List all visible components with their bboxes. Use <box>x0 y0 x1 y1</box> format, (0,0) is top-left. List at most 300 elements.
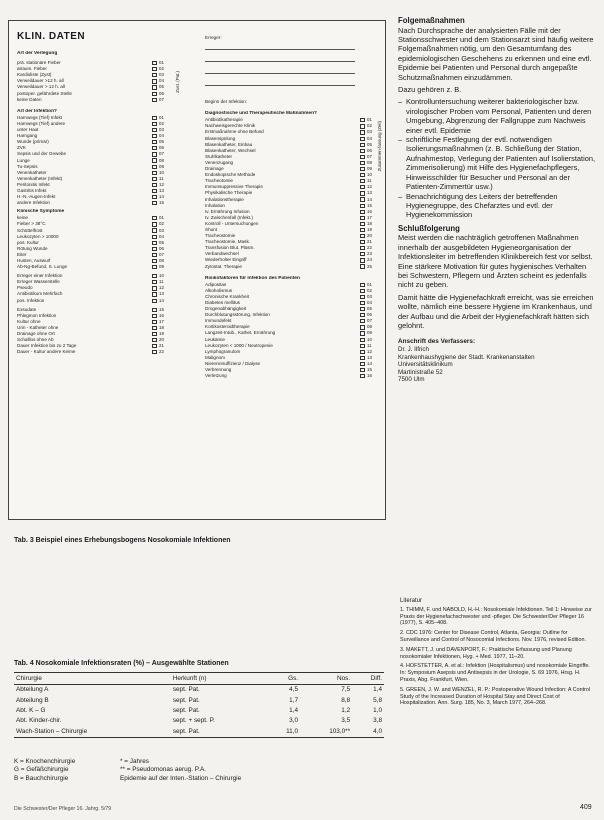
form-row-number: 03 <box>367 129 372 135</box>
form-row-label: Leukozyten > 10000 <box>17 233 59 239</box>
form-row-label: Harnwegs (Tief) andere <box>17 120 66 126</box>
form-row-label: Langzeit-Intub., Kathet. Ernährung <box>205 330 276 336</box>
bullet-item: – schriftliche Festlegung der evtl. notwendigen Isolierungsmaßnahmen (z. B. Schließung der Station, Aufnahmestop, Verlegung der Patienten auf Isolierstation, Zimmerisolierung) mit Hilfe des Hygienefachpflegers, Hinweisschilder für Besucher und Personal an der Patienten-Zimmertür usw.) <box>406 135 598 191</box>
form-row-label: Iv. Zwischenfall (Infekt.) <box>205 214 253 220</box>
form-checkbox[interactable] <box>360 264 365 268</box>
page-number: 409 <box>580 804 592 811</box>
form-row-label: Transfusion Blut, Plasm. <box>205 245 255 251</box>
diag-header: Diagnostische und Therapeutische Maßnahmen? <box>205 111 317 117</box>
form-left-column <box>17 51 167 355</box>
symptoms-list-3 <box>17 307 167 356</box>
form-row-number: 14 <box>159 194 164 200</box>
form-row-number: 03 <box>159 72 164 78</box>
form-row-label: Blasenkatheter, Einbau <box>205 141 253 147</box>
form-checkbox[interactable] <box>360 246 365 250</box>
form-row-number: 05 <box>159 239 164 245</box>
form-row-label: Pseudo <box>17 285 33 291</box>
form-row-number: 22 <box>159 349 164 355</box>
form-checkbox[interactable] <box>360 252 365 256</box>
literature-list <box>400 598 596 710</box>
form-row-label: Harngang <box>17 133 38 139</box>
table-caption: Tab. 4 Nosokomiale Infektionsraten (%) – Ausgewählte Stationen <box>14 660 229 667</box>
form-row-label: ZVK <box>17 145 26 151</box>
form-row-number: 16 <box>367 373 372 379</box>
table-cell: 4,5 <box>289 686 299 694</box>
form-row-number: 19 <box>159 331 164 337</box>
form-checkbox[interactable] <box>152 280 157 284</box>
form-checkbox[interactable] <box>360 301 365 305</box>
form-checkbox[interactable] <box>152 292 157 296</box>
form-row-number: 05 <box>367 306 372 312</box>
form-row-label: Diabetes mellitus <box>205 300 240 305</box>
form-checkbox[interactable] <box>360 228 365 232</box>
form-row-label: Leukämie <box>205 336 225 342</box>
form-row-number: 20 <box>367 233 372 239</box>
form-row-label: Drainage <box>205 166 224 172</box>
form-row-label: Kultur ohne <box>17 318 41 324</box>
form-checkbox[interactable] <box>152 308 157 312</box>
form-row-number: 21 <box>159 343 164 349</box>
form-row-label: prä. stationäre Fieber <box>17 60 61 66</box>
table-cell: sept. Pat. <box>172 706 200 714</box>
author-line: Martinistraße 52 <box>398 368 443 376</box>
form-row-number: 02 <box>367 287 372 293</box>
table-row <box>14 695 384 705</box>
form-row-label: Schüttelfrost <box>17 227 43 233</box>
form-checkbox[interactable] <box>152 128 157 132</box>
form-checkbox[interactable] <box>360 191 365 195</box>
legend-line: K = Knochenchirurgie <box>14 758 76 765</box>
form-row-number: 14 <box>367 360 372 366</box>
form-row-number: 23 <box>367 251 372 257</box>
form-row-label: keine Daten <box>17 96 42 102</box>
form-row-label: Tu-Sepsis <box>17 163 38 169</box>
heading-followup: Folgemaßnahmen <box>398 16 465 25</box>
form-checkbox[interactable] <box>360 313 365 317</box>
form-checkbox[interactable] <box>360 307 365 311</box>
form-row-label: Nachweisgerechte Klinik <box>205 123 256 129</box>
form-checkbox[interactable] <box>360 368 365 372</box>
legend-line: G = Gefäßchirurgie <box>14 766 69 774</box>
form-row-label: Antibiotikum Mehrfach <box>17 291 63 297</box>
infection-rates-table <box>14 672 384 738</box>
beginn-label: Beginn der Infektion: <box>205 99 248 105</box>
form-row-label: Gastritis Infekt <box>17 187 47 193</box>
form-checkbox[interactable] <box>360 197 365 201</box>
form-checkbox[interactable] <box>152 158 157 162</box>
form-checkbox[interactable] <box>152 314 157 318</box>
form-checkbox[interactable] <box>152 116 157 120</box>
infection-header: Art der Infektion? <box>17 108 57 114</box>
form-row-number: 02 <box>159 66 164 72</box>
form-row-label: Inhalationstherapie <box>205 196 244 202</box>
table-cell: Abt. K – G <box>16 706 46 714</box>
form-row-number: 05 <box>159 139 164 145</box>
form-row-number: 06 <box>159 145 164 151</box>
form-row-number: 01 <box>367 117 372 123</box>
table-row <box>14 685 384 696</box>
form-checkbox[interactable] <box>360 173 365 177</box>
form-row-number: 08 <box>159 258 164 263</box>
legend-line: B = Bauchchirurgie <box>14 774 69 782</box>
table-cell: 11,0 <box>267 727 300 738</box>
form-checkbox[interactable] <box>360 362 365 366</box>
form-row-number: 09 <box>367 330 372 336</box>
form-checkbox[interactable] <box>152 73 157 77</box>
form-row-number: 04 <box>367 135 372 141</box>
legend-line: * = Jahres <box>120 758 149 765</box>
form-checkbox[interactable] <box>152 152 157 156</box>
form-row-label: Exsudate <box>17 306 37 312</box>
form-row-label: Drogenabhängigkeit <box>205 306 247 312</box>
form-checkbox[interactable] <box>152 259 157 263</box>
form-checkbox[interactable] <box>152 338 157 342</box>
form-checkbox[interactable] <box>152 140 157 144</box>
form-checkbox[interactable] <box>360 283 365 287</box>
table-legend-right <box>120 758 241 783</box>
form-checkbox[interactable] <box>360 130 365 134</box>
heading-conclusion: Schlußfolgerung <box>398 223 460 233</box>
form-checkbox[interactable] <box>152 253 157 257</box>
form-row-number: 04 <box>159 78 164 84</box>
form-checkbox[interactable] <box>360 258 365 262</box>
form-row-label: Stuhlkatheter <box>205 153 233 159</box>
form-row <box>17 264 167 270</box>
form-row-label: Tracheostomie, Mask. <box>205 239 251 245</box>
form-row-label: Ab-Ng-Befund, S. Lunge <box>17 264 68 270</box>
form-checkbox[interactable] <box>360 338 365 342</box>
form-row-label: pos. Kultur <box>17 239 39 245</box>
form-row-number: 02 <box>367 123 372 129</box>
form-checkbox[interactable] <box>152 350 157 354</box>
paragraph-followup: Nach Durchsprache der analysierten Fälle mit der Stationsschwester und dem Stationsarzt sind häufig weitere Folgemaßnahmen nötig, um den Gesamtumfang des epidemiologischen Geschehens zu erkennen und eine evtl. Epidemie bei Patienten und Personal durch angepaßte Schutzmaßnahmen einzudämmen. <box>398 25 594 82</box>
form-row-number: 04 <box>367 300 372 305</box>
paragraph-conclusion: Meist werden die nachträglich getroffenen Maßnahmen innerhalb der ausgebildeten Hygieneorganisation der Infektionsleiter im betreffenden Klinikbereich fest vor selbst. Eine stärkere Motivation für gutes hygienisches Verhalten bei Schwestern, Pflegern und Ärzten scheint es jedenfalls nicht zu geben. <box>398 233 593 290</box>
form-checkbox[interactable] <box>152 201 157 205</box>
form-checkbox[interactable] <box>152 189 157 193</box>
literature-item: 5. GREEN, J. W. and WENZEL, R. P.: Postoperative Wound Infection: A Control Study of the Increased Duration of Hospital Stay and Direct Cost of Hospitalization. Ann. Surg. 185, No. 3, March 1977, 264–268. <box>400 686 591 707</box>
form-checkbox[interactable] <box>152 216 157 220</box>
form-row-label: Venenkatheter <box>17 169 47 175</box>
form-checkbox[interactable] <box>360 356 365 360</box>
form-row-label: Drainage ohne Ort <box>17 331 55 337</box>
form-row-label: postoper. gefährdete Stelle <box>17 90 72 96</box>
form-row-number: 07 <box>159 151 164 157</box>
form-row-number: 08 <box>367 159 372 165</box>
form-row-number: 18 <box>367 220 372 226</box>
form-row-label: Erreger Wasserstelle <box>17 279 60 285</box>
form-checkbox[interactable] <box>152 235 157 239</box>
form-row-label: Erstmaßnahme ohne Befund <box>205 129 264 135</box>
form-checkbox[interactable] <box>152 326 157 330</box>
form-checkbox[interactable] <box>360 143 365 147</box>
form-checkbox[interactable] <box>360 137 365 141</box>
form-row-number: 02 <box>159 221 164 227</box>
erreger-label: Erreger: <box>205 35 222 40</box>
form-checkbox[interactable] <box>360 155 365 159</box>
risk-header: Risikofaktoren für Infektion des Patienten <box>205 275 300 281</box>
author-title: Anschrift des Verfassers: <box>398 338 476 346</box>
form-row-number: 08 <box>367 324 372 330</box>
erreger-lines <box>205 41 375 99</box>
form-row-number: 12 <box>367 348 372 354</box>
form-checkbox[interactable] <box>152 320 157 324</box>
form-checkbox[interactable] <box>152 165 157 169</box>
form-row-label: Shunt <box>205 226 218 232</box>
form-row-label: Durchblutungsstörung, Infektion <box>205 312 270 318</box>
diag-list <box>205 117 375 269</box>
form-row-label: Niereninsuffizienz / Dialyse <box>205 360 261 366</box>
bullet-item: – Kontrolluntersuchung weiterer bakteriologischer bzw. virologischer Proben vom Personal, Patienten und deren Umgebung, Abgrenzung der Fallgruppe zum Nachweis einer evtl. Epidemie <box>406 97 598 135</box>
form-checkbox[interactable] <box>360 350 365 354</box>
form-row <box>205 373 375 379</box>
form-checkbox[interactable] <box>360 118 365 122</box>
bullet-item: – Benachrichtigung des Leiters der betreffenden Hygienegruppe, des Chefarztes und evtl. der Hygienekommission <box>406 192 598 220</box>
form-row-label: Urin - Katheter ohne <box>17 324 59 330</box>
form-row-number: 17 <box>367 214 372 220</box>
form-checkbox[interactable] <box>360 185 365 189</box>
form-row-number: 03 <box>367 293 372 299</box>
form-checkbox[interactable] <box>360 325 365 329</box>
literature-item: 2. CDC 1976: Center for Disease Control, Atlanta, Georgia: Outline for Surveillance and Control of Nosocomial Infections. Nov. 1976, revised Edition. <box>400 630 586 643</box>
form-checkbox[interactable] <box>360 216 365 220</box>
table-cell: 3,8 <box>373 717 382 725</box>
table-cell: 5,8 <box>373 696 382 704</box>
form-row-label: atraum. Fieber <box>17 66 47 72</box>
form-checkbox[interactable] <box>360 319 365 323</box>
column-header: Gs. <box>267 673 300 685</box>
form-checkbox[interactable] <box>152 122 157 126</box>
form-checkbox[interactable] <box>152 85 157 89</box>
form-row-label: Verweildauer > 12 h. all <box>17 84 65 90</box>
form-row-number: 09 <box>159 163 164 169</box>
form-row-number: 07 <box>367 153 372 159</box>
risk-vertical-label: Zusammen-fassung (Zeit) <box>377 121 382 172</box>
table-cell: 1,0 <box>373 706 382 714</box>
form-row-label: Malignom <box>205 354 225 360</box>
form-row-number: 11 <box>367 342 372 348</box>
form-row-label: H.-N.-Augen-Infekt <box>17 194 56 200</box>
form-row-number: 13 <box>159 187 164 193</box>
form-row-number: 15 <box>159 306 164 312</box>
form-checkbox[interactable] <box>152 61 157 65</box>
form-row-label: Zytostat. Therapie <box>205 263 242 269</box>
table-row <box>14 727 384 738</box>
literature-item: 4. HOFSTETTER, A. et al.: Infektion (Hospitalismus) und nosokomiale Eingriffe. In: Symposium Asepsis und Antisepsis in der Urologie, S. 69 1976, Hrsg. H. Praxis, Abg. Frankfurt, Wien. <box>400 663 590 683</box>
form-row-label: Venenzugang <box>205 159 234 165</box>
form-row-number: 06 <box>159 245 164 251</box>
form-row-label: Verweildauer >12 h. all <box>17 78 64 84</box>
table-cell: 3,5 <box>341 717 351 725</box>
form-row-label: Immundefekt <box>205 318 232 324</box>
form-row-label: Venenkatheter (Infekt) <box>17 175 63 181</box>
legend-line: ** = Pseudomonas aerug. P.A. <box>120 766 207 774</box>
form-row-number: 07 <box>159 96 164 102</box>
table-cell: Abteilung A <box>16 686 49 694</box>
form-checkbox[interactable] <box>152 228 157 232</box>
form-row-number: 10 <box>159 169 164 175</box>
form-checkbox[interactable] <box>360 289 365 293</box>
form-checkbox[interactable] <box>152 67 157 71</box>
form-row-label: Rötung Wunde <box>17 245 48 251</box>
table-legend-left <box>14 758 75 783</box>
form-checkbox[interactable] <box>152 247 157 251</box>
form-row-number: 13 <box>159 291 164 297</box>
column-header: Diff. <box>352 673 384 685</box>
form-row-label: Verbandwechsel <box>205 251 239 257</box>
author-line: Dr. J. Ilfrich <box>398 345 429 353</box>
form-checkbox[interactable] <box>360 161 365 165</box>
table-body <box>14 685 384 738</box>
form-checkbox[interactable] <box>360 344 365 348</box>
form-row-number: 03 <box>159 127 164 133</box>
form-checkbox[interactable] <box>152 222 157 226</box>
form-row-label: Harnwegs (Tief) Infekt <box>17 114 63 120</box>
table-cell: 1,4 <box>373 686 382 694</box>
form-row-label: Antibiotikatherapie <box>205 117 243 123</box>
form-row-label: Tracheostomie <box>205 233 236 239</box>
symptoms-list-2 <box>17 273 167 303</box>
form-checkbox[interactable] <box>152 146 157 150</box>
form-row-number: 10 <box>367 336 372 342</box>
form-row-label: Kardioliste (Zyst) <box>17 72 52 78</box>
form-checkbox[interactable] <box>152 241 157 245</box>
form-row-number: 08 <box>159 157 164 163</box>
form-row <box>17 200 167 206</box>
author-line: 7500 Ulm <box>398 376 425 384</box>
table-cell: 1,4 <box>289 706 299 714</box>
form-checkbox[interactable] <box>152 134 157 138</box>
form-checkbox[interactable] <box>152 92 157 96</box>
form-checkbox[interactable] <box>360 179 365 183</box>
form-row-number: 25 <box>367 263 372 269</box>
form-checkbox[interactable] <box>152 344 157 348</box>
form-checkbox[interactable] <box>360 149 365 153</box>
table-row <box>14 716 384 726</box>
form-row-label: Wiederholter Eingriff <box>205 257 247 263</box>
form-row-number: 19 <box>367 226 372 232</box>
form-row-label: unter Haut <box>17 127 39 133</box>
form-checkbox[interactable] <box>360 234 365 238</box>
form-row-label: keine <box>17 215 28 221</box>
form-row-number: 06 <box>367 147 372 153</box>
form-row-label: Dauer Infektion bis zu 2 Tage <box>17 343 77 349</box>
form-checkbox[interactable] <box>152 177 157 181</box>
author-address <box>398 338 598 384</box>
form-checkbox[interactable] <box>360 374 365 378</box>
form-checkbox[interactable] <box>152 98 157 102</box>
table-cell: sept. Pat. <box>171 727 267 738</box>
arrival-list <box>17 60 167 103</box>
form-checkbox[interactable] <box>360 167 365 171</box>
form-checkbox[interactable] <box>152 265 157 269</box>
form-title: KLIN. DATEN <box>17 31 86 42</box>
form-row-label: Verletzung <box>205 373 227 379</box>
form-row-number: 11 <box>159 175 164 181</box>
form-row-number: 01 <box>159 215 164 221</box>
form-row-label: Tracheotomie <box>205 178 233 184</box>
survey-form <box>8 20 386 520</box>
form-row-number: 15 <box>367 367 372 373</box>
arrival-label: Art der Verlegung <box>17 51 58 56</box>
form-row-label: Eiter <box>17 251 27 257</box>
form-checkbox[interactable] <box>360 331 365 335</box>
form-row-label: Endoskopische Methode <box>205 172 256 178</box>
table-cell: Wach-Station – Chirurgie <box>14 727 171 738</box>
form-row-number: 14 <box>159 297 164 303</box>
table-cell: 103,0** <box>300 727 352 738</box>
form-row-number: 04 <box>159 233 164 239</box>
form-checkbox[interactable] <box>152 79 157 83</box>
table-cell: 1,7 <box>289 696 299 704</box>
form-checkbox[interactable] <box>360 204 365 208</box>
form-row-label: Erreger einer Infektion <box>17 273 63 279</box>
table-cell: 3,0 <box>289 717 299 725</box>
legend-line: Epidemie auf der Inten.-Station – Chirurgie <box>120 774 242 782</box>
symptoms-header: Klinische Symptome <box>17 209 65 215</box>
form-row <box>205 264 375 270</box>
form-row-label: Phlegmon Infektion <box>17 312 57 318</box>
literature-item: 1. THIMM, F. und NABOLD, H.-H.: Nosokomiale Infektionen. Teil 1: Hinweise zur Praxis der Hygienefachschwester und -pfleger. Die Schwester/Der Pfleger 16 (1977), S. 405–408. <box>400 606 592 627</box>
form-row-label: Adipositas <box>205 281 227 287</box>
form-checkbox[interactable] <box>152 195 157 199</box>
form-row-label: pos. Infektion <box>17 297 45 303</box>
form-checkbox[interactable] <box>152 171 157 175</box>
form-checkbox[interactable] <box>152 183 157 187</box>
form-row-label: Lunge <box>17 157 30 163</box>
form-row-number: 14 <box>367 196 372 202</box>
form-row-number: 11 <box>159 279 164 285</box>
form-row-label: Kontroll - Untersuchungen <box>205 220 259 226</box>
form-row-label: Blasenkatheter, Wechsel <box>205 147 256 153</box>
form-row-label: Iv. Ernährung Infusion <box>205 208 250 214</box>
form-row-number: 01 <box>367 281 372 287</box>
form-row <box>17 349 167 355</box>
form-checkbox[interactable] <box>152 274 157 278</box>
form-checkbox[interactable] <box>152 286 157 290</box>
form-checkbox[interactable] <box>360 124 365 128</box>
column-header: Nos. <box>300 673 352 685</box>
form-row-number: 15 <box>159 200 164 206</box>
literature-item: 3. MAKETT, J. und DAVENPORT, F.: Praktische Erfassung und Planung nosokomialer Infektionen, Hyg. + Med. 1977, 11–20. <box>400 646 572 660</box>
form-row-label: Physikalische Therapie <box>205 190 253 196</box>
table-cell: sept. Pat. <box>172 686 200 694</box>
form-row-number: 12 <box>367 184 372 190</box>
form-row-label: Husten, Auswurf <box>17 258 51 263</box>
table-cell: 7,5 <box>341 686 351 694</box>
form-row-number: 06 <box>367 312 372 318</box>
form-row-number: 05 <box>159 84 164 90</box>
form-row-number: 17 <box>159 318 164 324</box>
form-row-number: 16 <box>159 312 164 318</box>
form-checkbox[interactable] <box>152 332 157 336</box>
form-checkbox[interactable] <box>360 210 365 214</box>
form-row-label: Fieber > 38°C <box>17 221 46 227</box>
form-checkbox[interactable] <box>360 295 365 299</box>
table-header-row <box>14 673 384 685</box>
form-row-number: 16 <box>367 208 372 214</box>
form-row-number: 11 <box>367 178 372 184</box>
form-checkbox[interactable] <box>360 222 365 226</box>
form-checkbox[interactable] <box>152 299 157 303</box>
form-row-number: 09 <box>159 264 164 270</box>
form-checkbox[interactable] <box>360 240 365 244</box>
risk-list <box>205 282 375 380</box>
table-row <box>14 706 384 716</box>
table-cell: 1,2 <box>341 706 351 714</box>
form-row-number: 18 <box>159 324 164 330</box>
form-row-number: 04 <box>159 133 164 139</box>
